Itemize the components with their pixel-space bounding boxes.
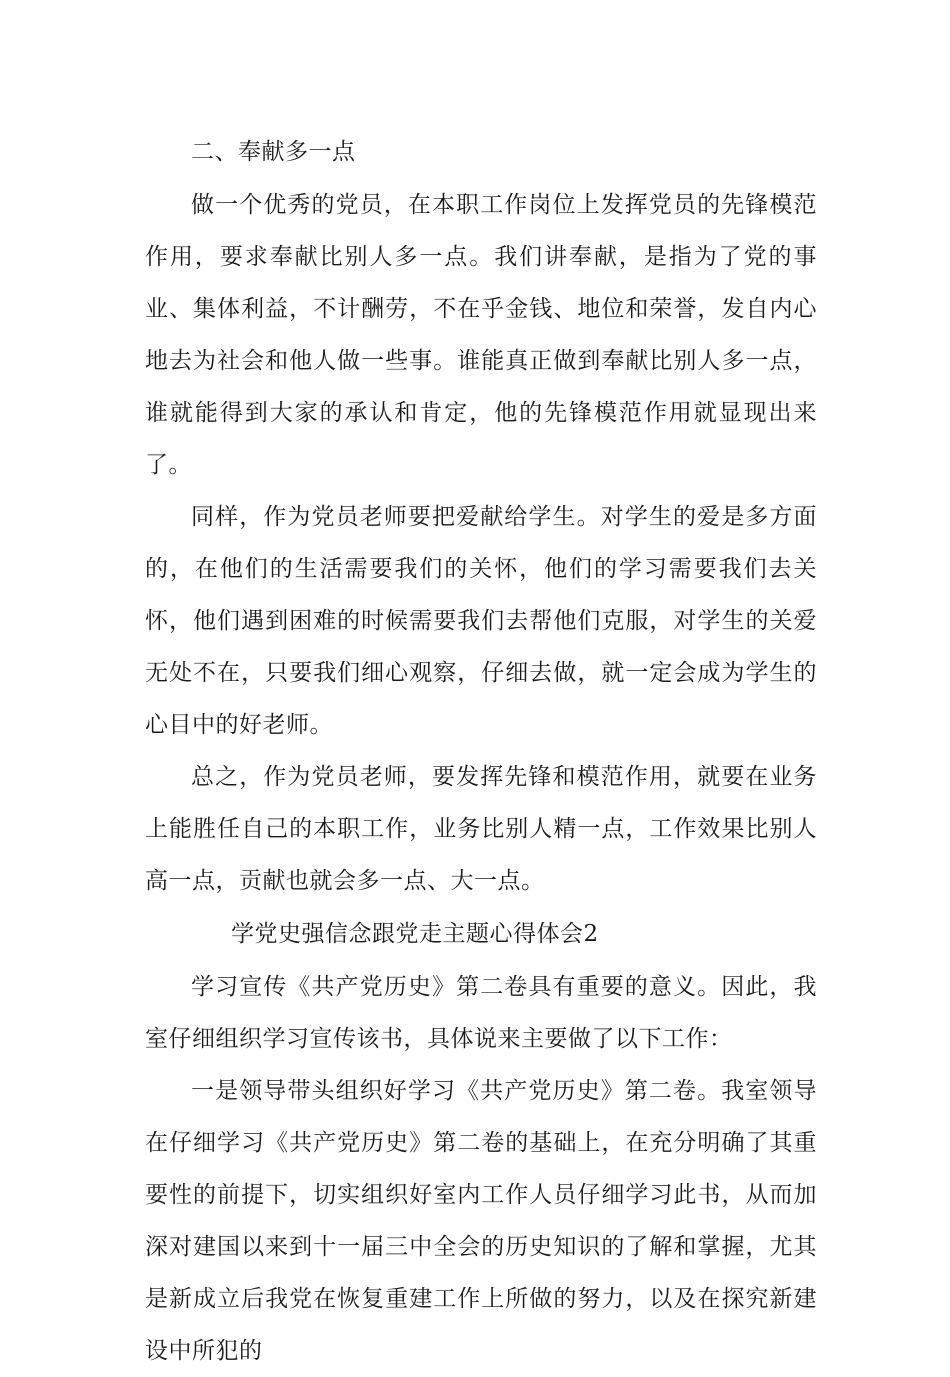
paragraph: 做一个优秀的党员，在本职工作岗位上发挥党员的先锋模范作用，要求奉献比别人多一点。我们讲奉献，是指为了党的事业、集体利益，不计酬劳，不在乎金钱、地位和荣誉，发自内心地去为社会和他人做一些事。谁能真正做到奉献比别人多一点，谁就能得到大家的承认和肯定，他的先锋模范作用就显现出来了。 (145, 192, 817, 478)
paragraph: 一是领导带头组织好学习《共产党历史》第二卷。我室领导在仔细学习《共产党历史》第二卷的基础上，在充分明确了其重要性的前提下，切实组织好室内工作人员仔细学习此书，从而加深对建国以来到十一届三中全会的历史知识的了解和掌握，尤其是新成立后我党在恢复重建工作上所做的努力，以及在探究新建设中所犯的 (145, 1078, 817, 1364)
paragraph: 学习宣传《共产党历史》第二卷具有重要的意义。因此，我室仔细组织学习宣传该书，具体说来主要做了以下工作： (145, 974, 817, 1052)
document-title: 学党史强信念跟党走主题心得体会2 (231, 921, 599, 947)
paragraph: 总之，作为党员老师，要发挥先锋和模范作用，就要在业务上能胜任自己的本职工作，业务比别人精一点，工作效果比别人高一点，贡献也就会多一点、大一点。 (145, 764, 817, 894)
paragraph: 同样，作为党员老师要把爱献给学生。对学生的爱是多方面的，在他们的生活需要我们的关怀，他们的学习需要我们去关怀，他们遇到困难的时候需要我们去帮他们克服，对学生的关爱无处不在，只要我们细心观察，仔细去做，就一定会成为学生的心目中的好老师。 (145, 504, 817, 738)
document-body (145, 125, 817, 1377)
section-heading: 二、奉献多一点 (191, 139, 356, 165)
